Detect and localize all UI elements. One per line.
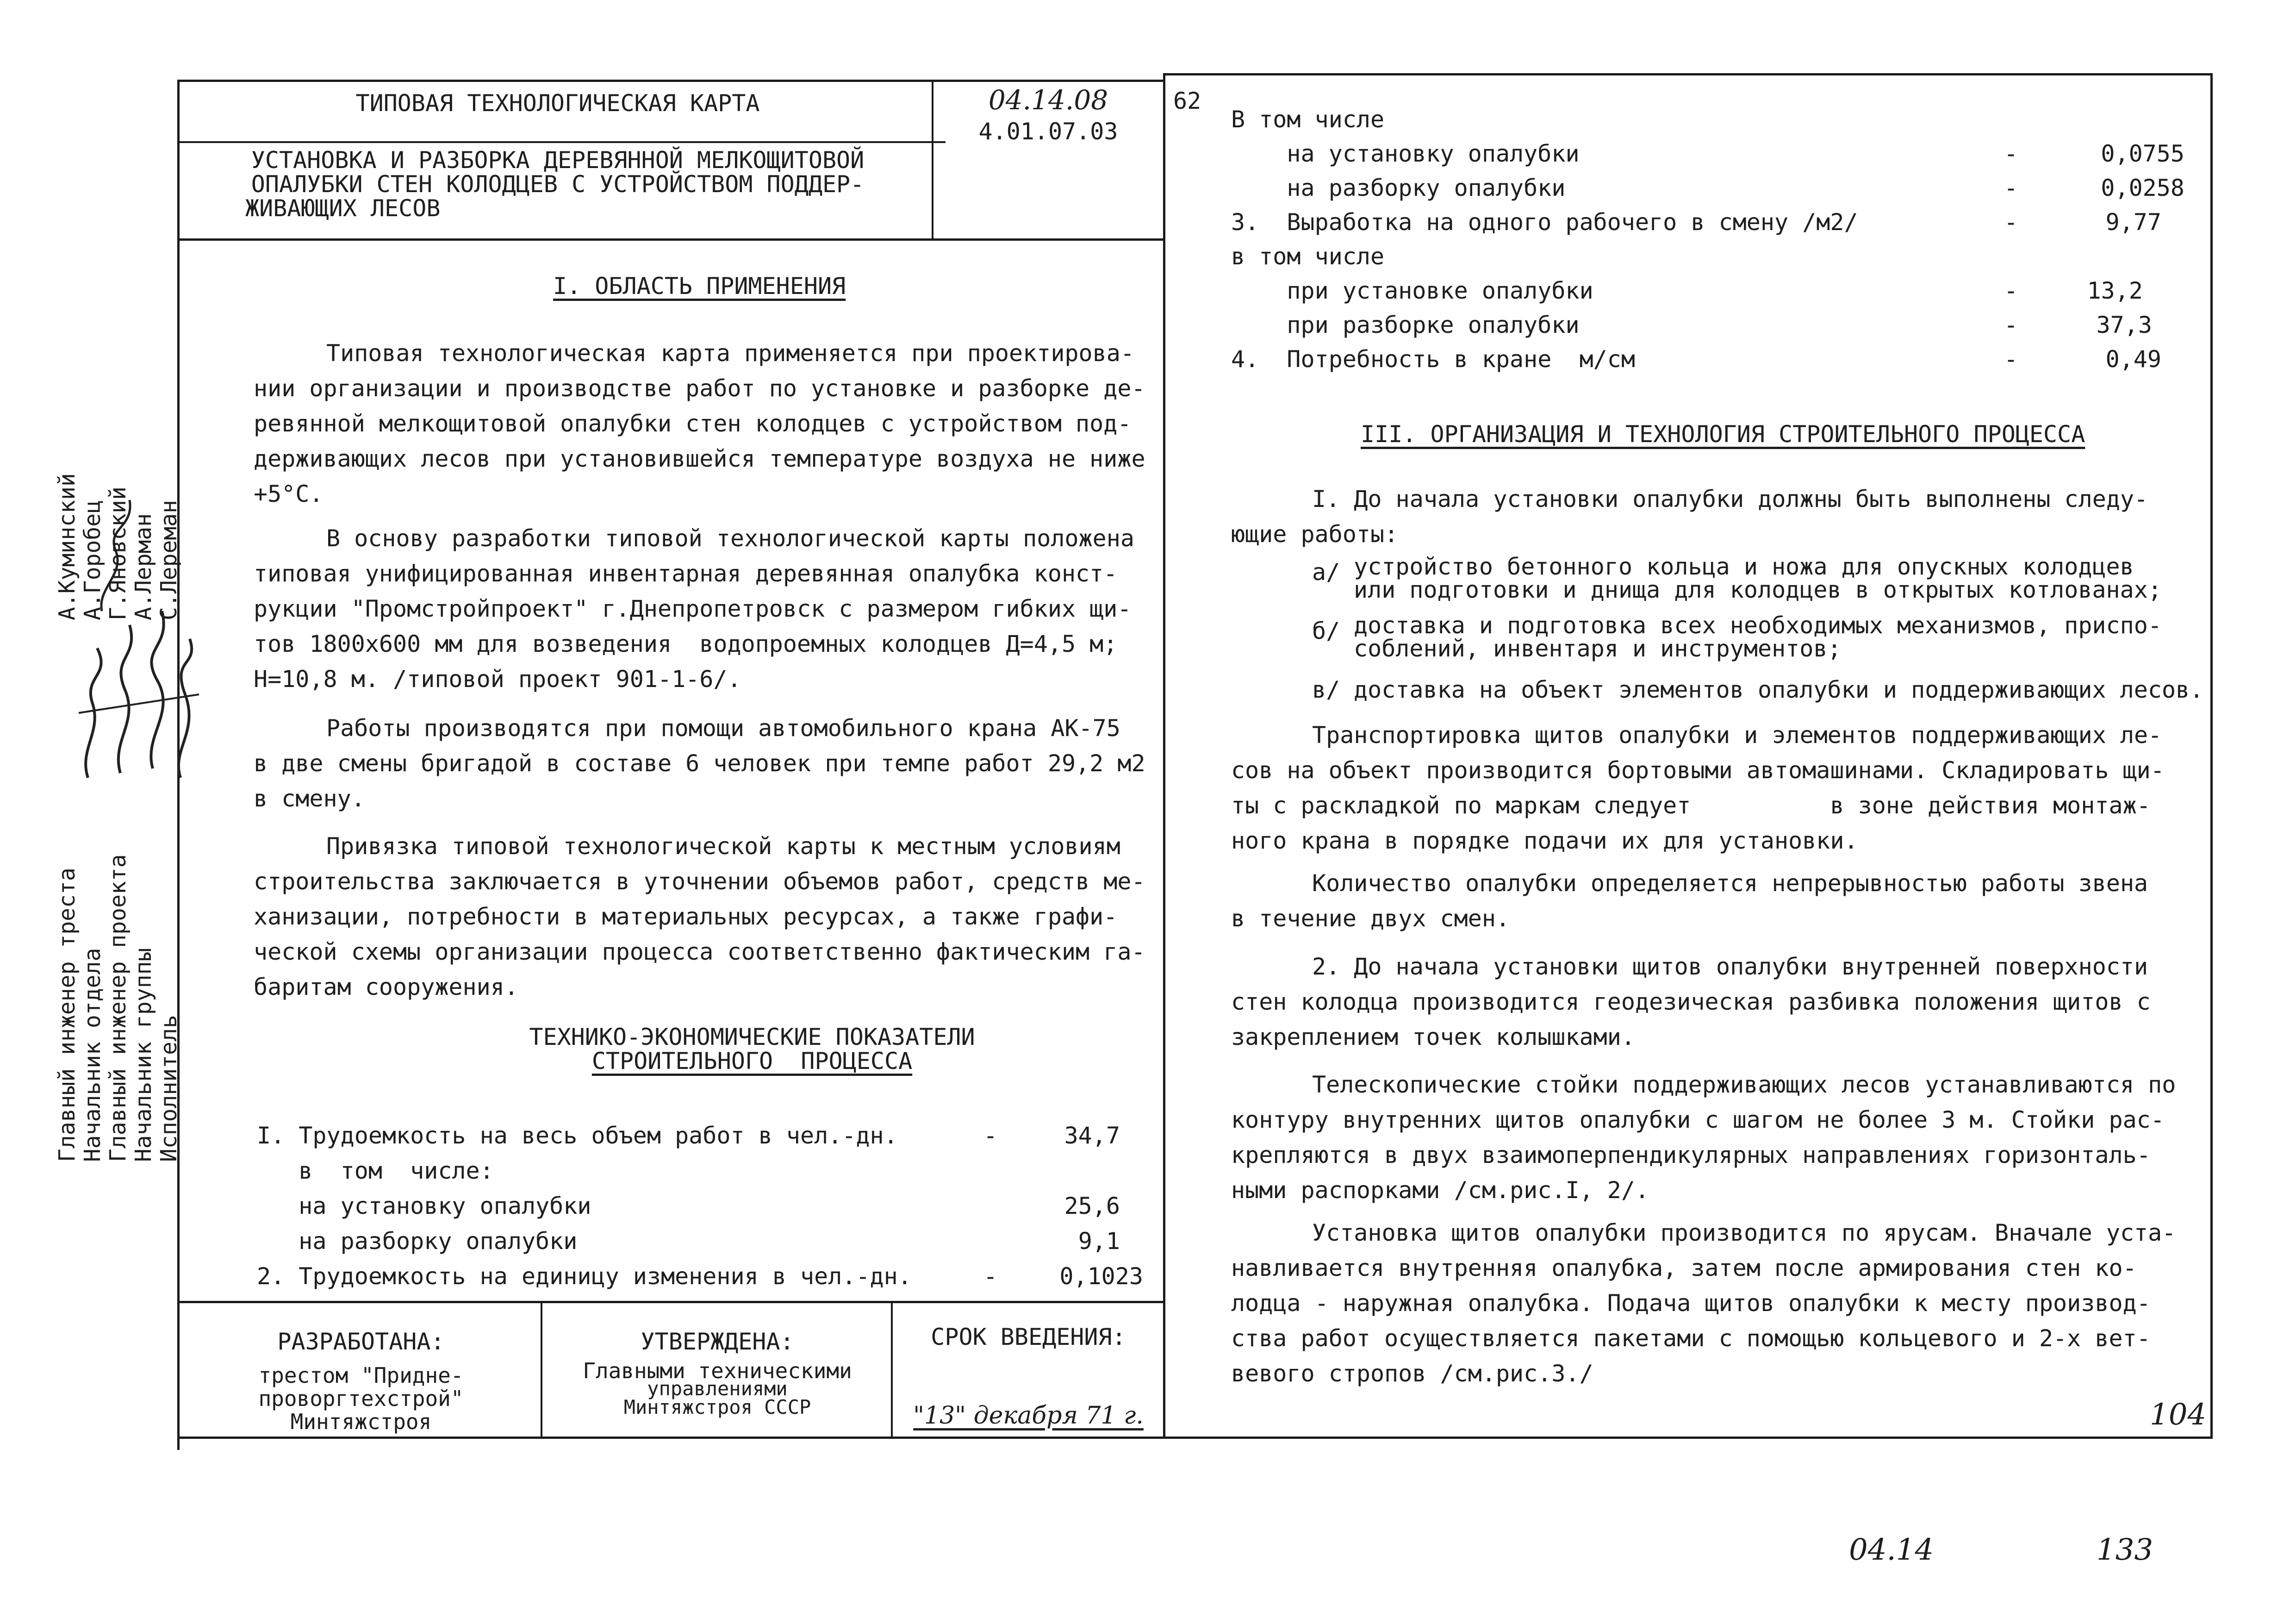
frame-top-left <box>177 80 1163 82</box>
signatory-name-2: А.Горобец <box>80 500 106 620</box>
indicator-value: 0,0755 <box>2101 140 2184 167</box>
text-line: лодца - наружная опалубка. Подача щитов опалубки к месту производ- <box>1231 1290 2151 1317</box>
position-4: Начальник группы <box>131 948 156 1162</box>
indicator-dash: - <box>2004 277 2018 304</box>
signatory-name-4: А.Лерман <box>131 513 156 620</box>
stamp-top-line <box>177 1301 1163 1303</box>
indicator-label: I. Трудоемкость на весь объем работ в чел.-дн. <box>257 1122 898 1149</box>
approved-line: Главными техническими <box>583 1358 852 1383</box>
indicator-value: 37,3 <box>2096 312 2152 338</box>
page-number: 62 <box>1173 87 1201 114</box>
title-line-3: ЖИВАЮЩИХ ЛЕСОВ <box>245 195 441 222</box>
text-line: ческой схемы организации процесса соответственно фактическим га- <box>254 938 1145 965</box>
frame-right <box>2210 73 2213 1439</box>
text-line: крепляются в двух взаимоперпендикулярных направлениях горизонталь- <box>1231 1142 2151 1168</box>
handwritten-code: 04.14.08 <box>988 84 1108 116</box>
text-line: тов 1800х600 мм для возведения водопроемных колодцев Д=4,5 м; <box>254 631 1118 657</box>
indicator-value: 0,49 <box>2105 346 2161 373</box>
indicator-dash: - <box>2004 175 2018 201</box>
text-line: ты с раскладкой по маркам следует в зоне действия монтаж- <box>1231 792 2151 819</box>
section-3-title: III. ОРГАНИЗАЦИЯ И ТЕХНОЛОГИЯ СТРОИТЕЛЬНОГО ПРОЦЕССА <box>1361 421 2085 448</box>
indicator-value: 13,2 <box>2087 277 2143 304</box>
indicator-dash: - <box>2004 346 2018 373</box>
tep-title-line-2: СТРОИТЕЛЬНОГО ПРОЦЕССА <box>591 1048 913 1074</box>
frame-center-divider <box>1163 73 1165 1439</box>
indicator-label: при разборке опалубки <box>1231 312 1580 338</box>
indicator-label: в том числе <box>1231 243 1385 270</box>
text-line: Н=10,8 м. /типовой проект 901-1-6/. <box>254 666 741 693</box>
text-line: вевого стропов /см.рис.3./ <box>1231 1360 1593 1387</box>
text-line: держивающих лесов при установившейся температуре воздуха не ниже <box>254 445 1145 472</box>
list-text: доставка и подготовка всех необходимых механизмов, приспо- <box>1354 612 2162 639</box>
indicator-label: 4. Потребность в кране м/см <box>1231 346 1635 373</box>
title-line-2: ОПАЛУБКИ СТЕН КОЛОДЦЕВ С УСТРОЙСТВОМ ПОДДЕР- <box>251 171 865 198</box>
list-text: доставка на объект элементов опалубки и поддерживающих лесов. <box>1354 676 2204 703</box>
signatory-name-5: С.Лереман <box>156 500 182 620</box>
indicator-dash: - <box>983 1263 998 1290</box>
text-line: Типовая технологическая карта применяется при проектирова- <box>326 340 1134 367</box>
text-line: Установка щитов опалубки производится по ярусам. Вначале уста- <box>1312 1219 2176 1246</box>
header-code-divider <box>932 80 933 239</box>
position-3: Главный инженер проекта <box>105 854 131 1162</box>
text-line: ными распорками /см.рис.I, 2/. <box>1231 1177 1649 1204</box>
frame-bottom <box>177 1437 2213 1439</box>
indicator-label: на установку опалубки <box>1231 140 1580 167</box>
list-text: или подготовки и днища для колодцев в открытых котлованах; <box>1354 576 2162 603</box>
indicator-label: в том числе: <box>257 1157 494 1184</box>
term-date: "13" декабря 71 г. <box>913 1402 1144 1430</box>
term-title: СРОК ВВЕДЕНИЯ: <box>931 1324 1126 1350</box>
text-line: Количество опалубки определяется непрерывностью работы звена <box>1312 870 2148 897</box>
indicator-label: на разборку опалубки <box>257 1228 578 1255</box>
text-line: 2. До начала установки щитов опалубки внутренней поверхности <box>1312 953 2148 980</box>
list-mark: а/ <box>1312 559 1340 586</box>
developed-line: проворгтехстрой" <box>258 1386 464 1411</box>
text-line: ного крана в порядке подачи их для установки. <box>1231 827 1858 854</box>
text-line: +5°С. <box>254 481 324 507</box>
text-line: ревянной мелкощитовой опалубки стен колодцев с устройством под- <box>254 410 1132 437</box>
indicator-label: на установку опалубки <box>257 1193 591 1219</box>
text-line: В основу разработки типовой технологической карты положена <box>326 525 1134 552</box>
position-1: Главный инженер треста <box>54 868 80 1162</box>
developed-line: трестом "Придне- <box>258 1363 464 1388</box>
indicator-label: на разборку опалубки <box>1231 175 1566 201</box>
indicator-value: 25,6 <box>1064 1193 1120 1219</box>
list-text: устройство бетонного кольца и ножа для опускных колодцев <box>1354 553 2134 580</box>
text-line: рукции "Промстройпроект" г.Днепропетровск с размером гибких щи- <box>254 595 1132 622</box>
developed-line: Минтяжстроя <box>290 1409 432 1434</box>
text-line: Транспортировка щитов опалубки и элементов поддерживающих ле- <box>1312 722 2162 749</box>
list-text: соблений, инвентаря и инструментов; <box>1354 635 1842 662</box>
text-line: контуру внутренних щитов опалубки с шагом не более 3 м. Стойки рас- <box>1231 1106 2165 1133</box>
card-type: ТИПОВАЯ ТЕХНОЛОГИЧЕСКАЯ КАРТА <box>355 90 760 117</box>
indicator-value: 0,0258 <box>2101 175 2184 201</box>
developed-title: РАЗРАБОТАНА: <box>277 1328 445 1355</box>
indicator-value: 0,1023 <box>1059 1263 1143 1290</box>
approved-line: Минтяжстроя СССР <box>623 1396 811 1418</box>
indicator-value: 34,7 <box>1064 1122 1120 1149</box>
header-sub-line <box>177 141 946 143</box>
signatory-name-3: Г.Яновский <box>105 487 131 620</box>
approved-title: УТВЕРЖДЕНА: <box>641 1328 794 1355</box>
text-line: стен колодца производится геодезическая разбивка положения щитов с <box>1231 988 2151 1015</box>
position-5: Исполнитель <box>156 1015 182 1162</box>
title-line-1: УСТАНОВКА И РАЗБОРКА ДЕРЕВЯННОЙ МЕЛКОЩИТОВОЙ <box>251 147 865 174</box>
text-line: типовая унифицированная инвентарная деревянная опалубка конст- <box>254 560 1118 587</box>
text-line: Работы производятся при помощи автомобильного крана АК-75 <box>326 715 1120 742</box>
indicator-label: при установке опалубки <box>1231 277 1593 304</box>
list-mark: в/ <box>1312 676 1340 703</box>
header-bottom-line <box>177 238 1163 241</box>
signatory-name-1: А.Куминский <box>54 473 80 620</box>
text-line: ства работ осуществляется пакетами с помощью кольцевого и 2-х вет- <box>1231 1325 2151 1352</box>
position-2: Начальник отдела <box>80 948 106 1162</box>
list-mark: б/ <box>1312 618 1340 644</box>
text-line: в течение двух смен. <box>1231 905 1510 932</box>
text-line: сов на объект производится бортовыми автомашинами. Складировать щи- <box>1231 757 2165 784</box>
approved-line: управлениями <box>647 1377 788 1400</box>
text-line: I. До начала установки опалубки должны быть выполнены следу- <box>1312 486 2148 512</box>
text-line: ханизации, потребности в материальных ресурсах, а также графи- <box>254 903 1118 930</box>
section-1-title: I. ОБЛАСТЬ ПРИМЕНЕНИЯ <box>553 273 846 300</box>
text-line: строительства заключается в уточнении объемов работ, средств ме- <box>254 868 1145 895</box>
indicator-dash: - <box>2004 312 2018 338</box>
bottom-code: 04.14 <box>1849 1533 1934 1567</box>
text-line: в две смены бригадой в составе 6 человек при темпе работ 29,2 м2 <box>254 750 1145 777</box>
text-line: Привязка типовой технологической карты к местным условиям <box>326 833 1120 860</box>
indicator-label: 3. Выработка на одного рабочего в смену /м2/ <box>1231 209 1858 236</box>
tep-title-line-1: ТЕХНИКО-ЭКОНОМИЧЕСКИЕ ПОКАЗАТЕЛИ <box>529 1024 975 1050</box>
handwritten-page-number-frame: 104 <box>2150 1398 2207 1432</box>
indicator-dash: - <box>983 1122 998 1149</box>
indicator-label: 2. Трудоемкость на единицу изменения в чел.-дн. <box>257 1263 912 1290</box>
text-line: нии организации и производстве работ по установке и разборке де- <box>254 375 1145 402</box>
text-line: закреплением точек колышками. <box>1231 1024 1635 1050</box>
text-line: баритам сооружения. <box>254 974 518 1000</box>
text-line: Телескопические стойки поддерживающих лесов устанавливаются по <box>1312 1071 2176 1098</box>
indicator-value: 9,1 <box>1078 1228 1120 1255</box>
indicator-dash: - <box>2004 140 2018 167</box>
indicator-label: В том числе <box>1231 106 1385 133</box>
frame-top-right <box>1163 73 2212 75</box>
indicator-value: 9,77 <box>2105 209 2161 236</box>
text-line: навливается внутренняя опалубка, затем после армирования стен ко- <box>1231 1255 2137 1281</box>
text-line: в смену. <box>254 785 365 812</box>
stamp-divider-2 <box>891 1301 893 1438</box>
bottom-page-number: 133 <box>2097 1533 2153 1567</box>
document-code: 4.01.07.03 <box>978 118 1118 145</box>
text-line: ющие работы: <box>1231 521 1399 548</box>
indicator-dash: - <box>2004 209 2018 236</box>
